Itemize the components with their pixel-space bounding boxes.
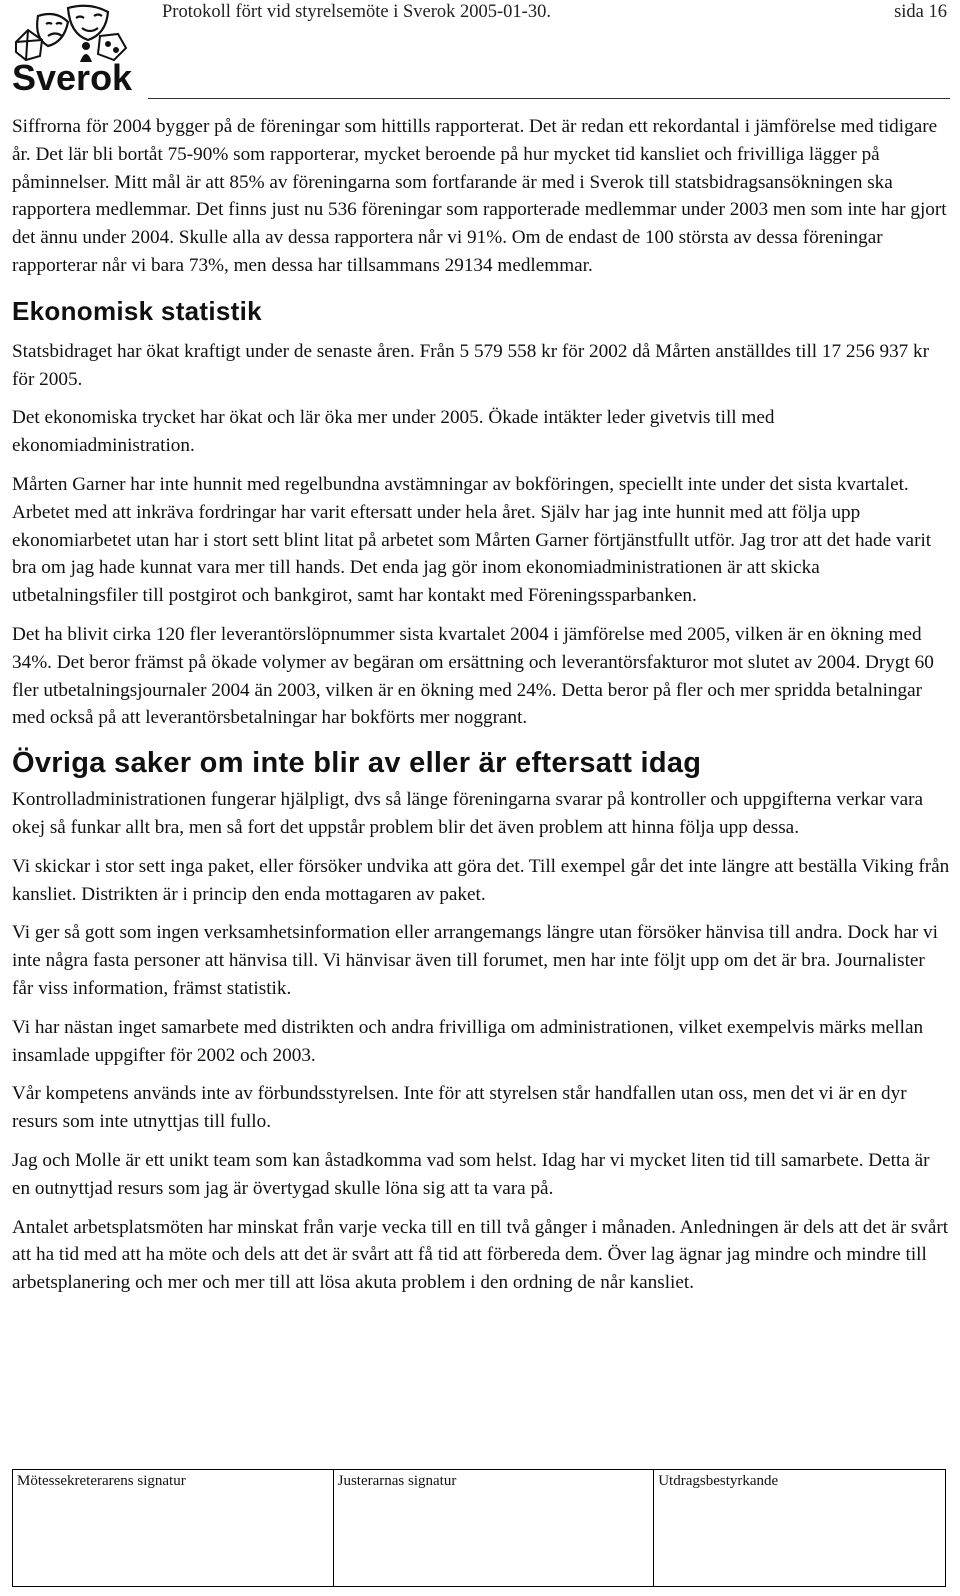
paragraph-kontrolladministration: Kontrolladministrationen fungerar hjälpligt, dvs så länge föreningarna svarar på kontroller och uppgifterna verkar vara okej så funkar allt bra, men så fort det uppstår problem blir det även problem att hinna följa upp dessa. [12, 789, 924, 838]
paragraph-ekonomiska-trycket: Det ekonomiska trycket har ökat och lär öka mer under 2005. Ökade intäkter leder givetvis till med ekonomiadministration. [12, 407, 775, 457]
signature-cell-secretary [13, 1470, 334, 1587]
signature-label-certification: Utdragsbestyrkande [658, 1473, 779, 1489]
signature-label-secretary: Mötessekreterarens signatur [17, 1473, 186, 1489]
logo-wordmark: Sverok [12, 57, 133, 94]
signature-cell-adjusters [333, 1470, 654, 1587]
header-divider [148, 98, 950, 99]
document-title: Protokoll fört vid styrelsemöte i Sverok 2005-01-30. [162, 2, 551, 22]
sverok-logo [10, 2, 145, 94]
paragraph-statsbidrag: Statsbidraget har ökat kraftigt under de senaste åren. Från 5 579 558 kr för 2002 då Mårten anställdes till 17 256 937 kr för 2005. [12, 340, 930, 390]
paragraph-samarbete: Vi har nästan inget samarbete med distrikten och andra frivilliga om administrationen, vilket exempelvis märks mellan insamlade uppgifter för 2002 och 2003. [12, 1016, 924, 1066]
paragraph-bokforing: Mårten Garner har inte hunnit med regelbundna avstämningar av bokföringen, speciellt inte under det sista kvartalet. Arbetet med att inkräva fordringar har varit eftersatt under hela året. Själv har jag inte hunnit med att följa upp ekonomiarbetet utan har i stort sett blint litat på arbetet som Mårten Garner förtjänstfullt utför. Jag tror att det hade varit bra om jag hade kunnat vara mer till hands. Det enda jag gör inom ekonomiadministrationen är att skicka utbetalningsfiler till postgirot och bankgirot, samt har kontakt med Föreningssparbanken. [12, 473, 932, 607]
signature-table [12, 1469, 946, 1587]
heading-ekonomisk-statistik: Ekonomisk statistik [12, 295, 262, 326]
signature-label-adjusters: Justerarnas signatur [337, 1473, 457, 1489]
paragraph-verksamhetsinformation: Vi ger så gott som ingen verksamhetsinformation eller arrangemangs längre utan försöker hänvisa till andra. Dock har vi inte några fasta personer att hänvisa till. Vi hänvisar även till forumet, men har inte följt upp om det är bra. Journalister får viss information, främst statistik. [12, 922, 938, 999]
document-body [12, 113, 950, 1308]
page-header [0, 0, 960, 100]
paragraph-kompetens: Vår kompetens används inte av förbundsstyrelsen. Inte för att styrelsen står handfallen utan oss, men det vi är en dyr resurs som inte utnyttjas till fullo. [12, 1083, 907, 1133]
page-number: sida 16 [894, 2, 947, 22]
paragraph-statistics: Siffrorna för 2004 bygger på de föreningar som hittills rapporterat. Det är redan ett rekordantal i jämförelse med tidigare år. Det lär bli bortåt 75-90% som rapporterar, mycket beroende på hur mycket tid kansliet och frivilliga lägger på påminnelser. Mitt mål är att 85% av föreningarna som fortfarande är med i Sverok till statsbidragsansökningen ska rapportera medlemmar. Det finns just nu 536 föreningar som rapporterade medlemmar under 2003 men som inte har gjort det ännu under 2004. Skulle alla av dessa rapportera når vi 91%. Om de endast de 100 största av dessa föreningar rapporterar når vi bara 73%, men dessa har tillsammans 29134 medlemmar. [12, 116, 947, 276]
paragraph-leverantorer: Det ha blivit cirka 120 fler leverantörslöpnummer sista kvartalet 2004 i jämförelse med 2005, vilken är en ökning med 34%. Det beror främst på ökade volymer av begäran om ersättning och leverantörsfakturor mot slutet av 2004. Drygt 60 fler utbetalningsjournaler 2004 än 2003, vilken är en ökning med 24%. Detta beror på fler och mer spridda betalningar med också på att leverantörsbetalningar har bokförts mer noggrant. [12, 623, 934, 729]
signature-cell-certification [654, 1470, 946, 1587]
paragraph-arbetsplatsmoten: Antalet arbetsplatsmöten har minskat från varje vecka till en till två gånger i månaden. Anledningen är dels att det är svårt att ha tid med att ha möte och dels att det är svårt att få tid att förbereda dem. Över lag ägnar jag mindre och mindre till arbetsplanering och mer och mer till att lösa akuta problem i den ordning de når kansliet. [12, 1216, 949, 1294]
paragraph-team: Jag och Molle är ett unikt team som kan åstadkomma vad som helst. Idag har vi mycket liten tid till samarbete. Detta är en outnyttjad resurs som jag är övertygad skulle löna sig att ta vara på. [12, 1149, 930, 1199]
paragraph-paket: Vi skickar i stor sett inga paket, eller försöker undvika att göra det. Till exempel går det inte längre att beställa Viking från kansliet. Distrikten är i princip den enda mottagaren av paket. [12, 855, 950, 905]
heading-ovriga-saker: Övriga saker om inte blir av eller är eftersatt idag [12, 747, 702, 780]
